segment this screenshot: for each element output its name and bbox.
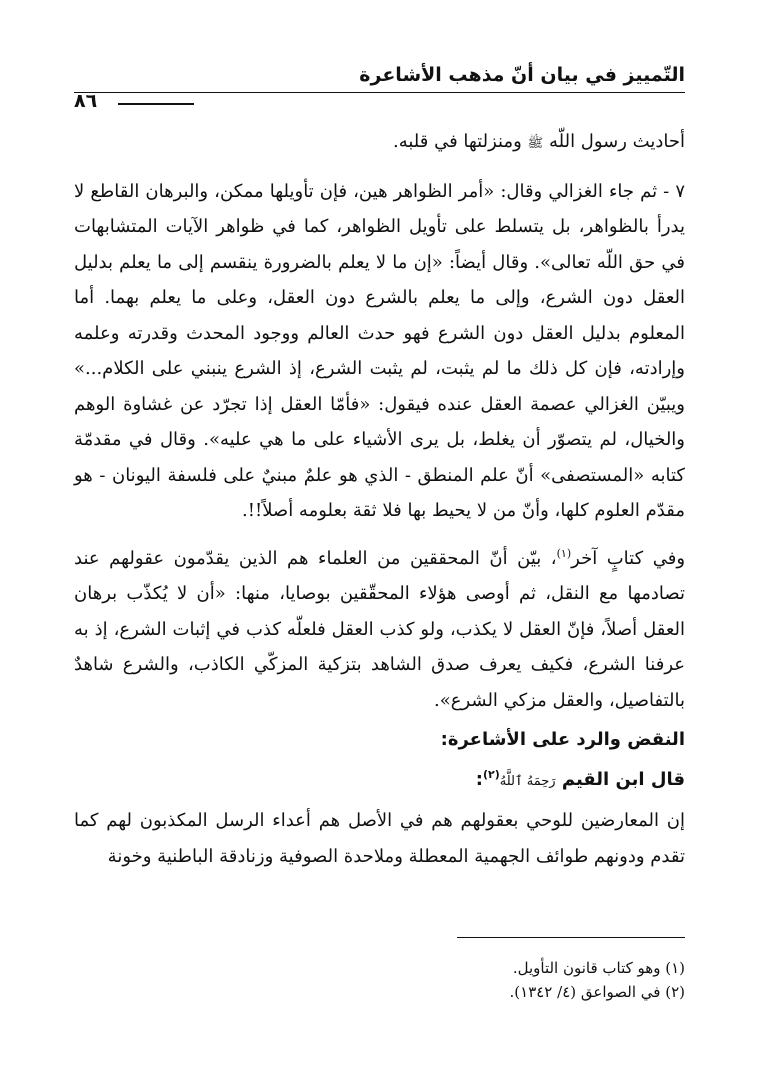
paragraph-3: وفي كتابٍ آخر$^{(١)}$، بيّن أنّ المحققين من العلماء هم الذين يقدّمون عقولهم عند تصادمها مع النقل، ثم أوصى هؤلاء المحقّقين بوصايا، منها: «أن لا يُكذّب برهان العقل أصلاً، فإنّ العقل لا يكذب، ولو كذب العقل فلعلّه كذب في إثبات الشرع، إذ به عرفنا الشرع، فكيف يعرف صدق الشاهد بتزكية المزكّي الكاذب، والشرع شاهدٌ بالتفاصيل، والعقل مزكي الشرع». [74,546,686,711]
running-header [74,62,685,88]
footnote-ref-1: (١) [556,546,572,560]
header-rule [74,92,685,93]
footnote-ref-2: (٢) [482,767,500,781]
page-number-rule [118,103,194,105]
paragraph-2: ٧ - ثم جاء الغزالي وقال: «أمر الظواهر هين، فإن تأويلها ممكن، والبرهان القاطع لا يدرأ بالظواهر، بل يتسلط على تأويل الظواهر، كما في ظواهر الآيات المتشابهات في حق اللّه تعالى». وقال أيضاً: «إن ما لا يعلم بالضرورة ينقسم إلى ما يعلم بدليل العقل دون الشرع، وإلى ما يعلم بالشرع دون العقل، وعلى ما يعلم بهما. أما المعلوم بدليل العقل دون الشرع فهو حدث العالم ووجود المحدث وقدرته وعلمه وإرادته، فإن كل ذلك ما لم يثبت، لم يثبت الشرع، إذ الشرع ينبني على الكلام...» ويبيّن الغزالي عصمة العقل عنده فيقول: «فأمّا العقل إذا تجرّد عن غشاوة الوهم والخيال، لم يتصوّر أن يغلط، بل يرى الأشياء على ما هي عليه». وقال في مقدمّة كتابه «المستصفى» أنّ علم المنطق - الذي هو علمٌ مبنيٌ على فلسفة اليونان - هو مقدّم العلوم كلها، وأنّ من لا يحيط بها فلا ثقة بعلومه أصلاً!!. [74,180,685,521]
paragraph-4: إن المعارضين للوحي بعقولهم هم في الأصل هم أعداء الرسل المكذبون لهم كما تقدم ودونهم طوائف الجهمية المعطلة وملاحدة الصوفية وزنادقة الباطنية وخونة [74,810,685,867]
quote-intro: قال ابن القيم رَحِمَهُ ٱللَّهُ$^{(٢)}$: [475,767,685,790]
page-number: ٨٦ [74,90,98,112]
footnote-rule [457,937,685,938]
running-title: التّمييز في بيان أنّ مذهب الأشاعرة [359,64,685,86]
honorific-glyph: رَحِمَهُ ٱللَّهُ [499,773,556,789]
salawat-symbol: ﷺ [527,136,544,151]
main-text [74,124,685,874]
footnote-2: (٢) في الصواعق (٤/ ١٣٤٢). [509,983,685,1001]
footnote-1: (١) وهو كتاب قانون التأويل. [512,959,685,977]
footnotes [74,956,685,1004]
section-heading: النقض والرد على الأشاعرة: [440,729,685,750]
page-number-row [74,90,194,114]
paragraph-1: أحاديث رسول اللّه ﷺ ومنزلتها في قلبه. [392,131,685,152]
